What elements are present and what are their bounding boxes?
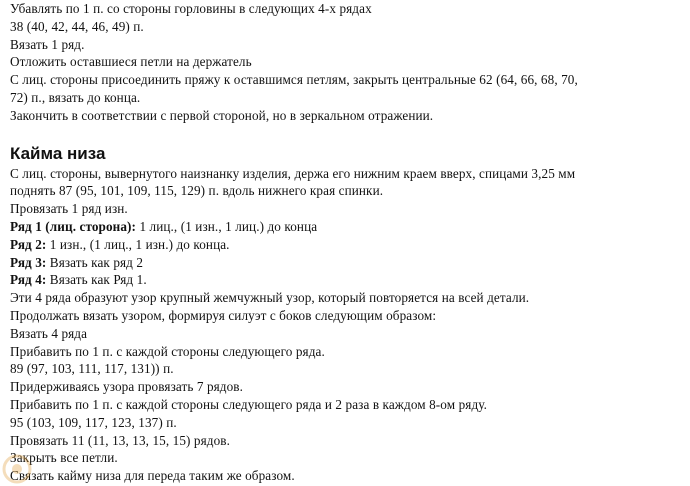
document-page <box>10 0 682 485</box>
text-line: Вязать 1 ряд. <box>10 36 85 52</box>
text-line: Закончить в соответствии с первой стороной, но в зеркальном отражении. <box>10 107 434 123</box>
text-line: поднять 87 (95, 101, 109, 115, 129) п. вдоль нижнего края спинки. <box>10 183 384 199</box>
row-text: 1 изн., (1 лиц., 1 изн.) до конца. <box>46 236 230 252</box>
text-line: 38 (40, 42, 44, 46, 49) п. <box>10 18 144 34</box>
text-line: 72) п., вязать до конца. <box>10 89 141 105</box>
row-label: Ряд 2: <box>10 236 47 252</box>
text-line: Закрыть все петли. <box>10 450 118 466</box>
text-line: Провязать 11 (11, 13, 13, 15, 15) рядов. <box>10 432 231 448</box>
text-line: Прибавить по 1 п. с каждой стороны следующего ряда. <box>10 343 325 359</box>
row-text: Вязать как Ряд 1. <box>46 272 147 288</box>
text-line: Убавлять по 1 п. со стороны горловины в следующих 4-х рядах <box>10 1 372 16</box>
row-text: 1 лиц., (1 изн., 1 лиц.) до конца <box>136 218 318 234</box>
text-line: 89 (97, 103, 111, 117, 131)) п. <box>10 361 174 377</box>
row-text: Вязать как ряд 2 <box>46 254 144 270</box>
row-label: Ряд 1 (лиц. сторона): <box>10 218 137 234</box>
text-line: 95 (103, 109, 117, 123, 137) п. <box>10 414 177 430</box>
text-line: Прибавить по 1 п. с каждой стороны следующего ряда и 2 раза в каждом 8-ом ряду. <box>10 396 488 412</box>
text-line: Эти 4 ряда образуют узор крупный жемчужный узор, который повторяется на всей детали. <box>10 290 530 306</box>
section-spacer <box>10 125 682 144</box>
pattern-row <box>10 236 682 254</box>
pattern-row <box>10 218 682 236</box>
text-line: Связать кайму низа для переда таким же образом. <box>10 468 295 484</box>
pattern-row <box>10 271 682 289</box>
text-line: Провязать 1 ряд изн. <box>10 201 128 217</box>
text-line: С лиц. стороны присоединить пряжу к оставшимся петлям, закрыть центральные 62 (64, 66, 68, 70, <box>10 72 578 88</box>
text-line: Придерживаясь узора провязать 7 рядов. <box>10 379 244 395</box>
row-label: Ряд 4: <box>10 272 47 288</box>
text-line: Отложить оставшиеся петли на держатель <box>10 54 252 70</box>
text-line: С лиц. стороны, вывернутого наизнанку изделия, держа его нижним краем вверх, спицами 3,25 мм <box>10 165 576 181</box>
text-line: Вязать 4 ряда <box>10 325 88 341</box>
section-title: Кайма низа <box>10 143 106 163</box>
watermark-logo-icon <box>0 452 34 486</box>
pattern-row <box>10 254 682 272</box>
row-label: Ряд 3: <box>10 254 47 270</box>
text-line: Продолжать вязать узором, формируя силуэт с боков следующим образом: <box>10 307 437 323</box>
